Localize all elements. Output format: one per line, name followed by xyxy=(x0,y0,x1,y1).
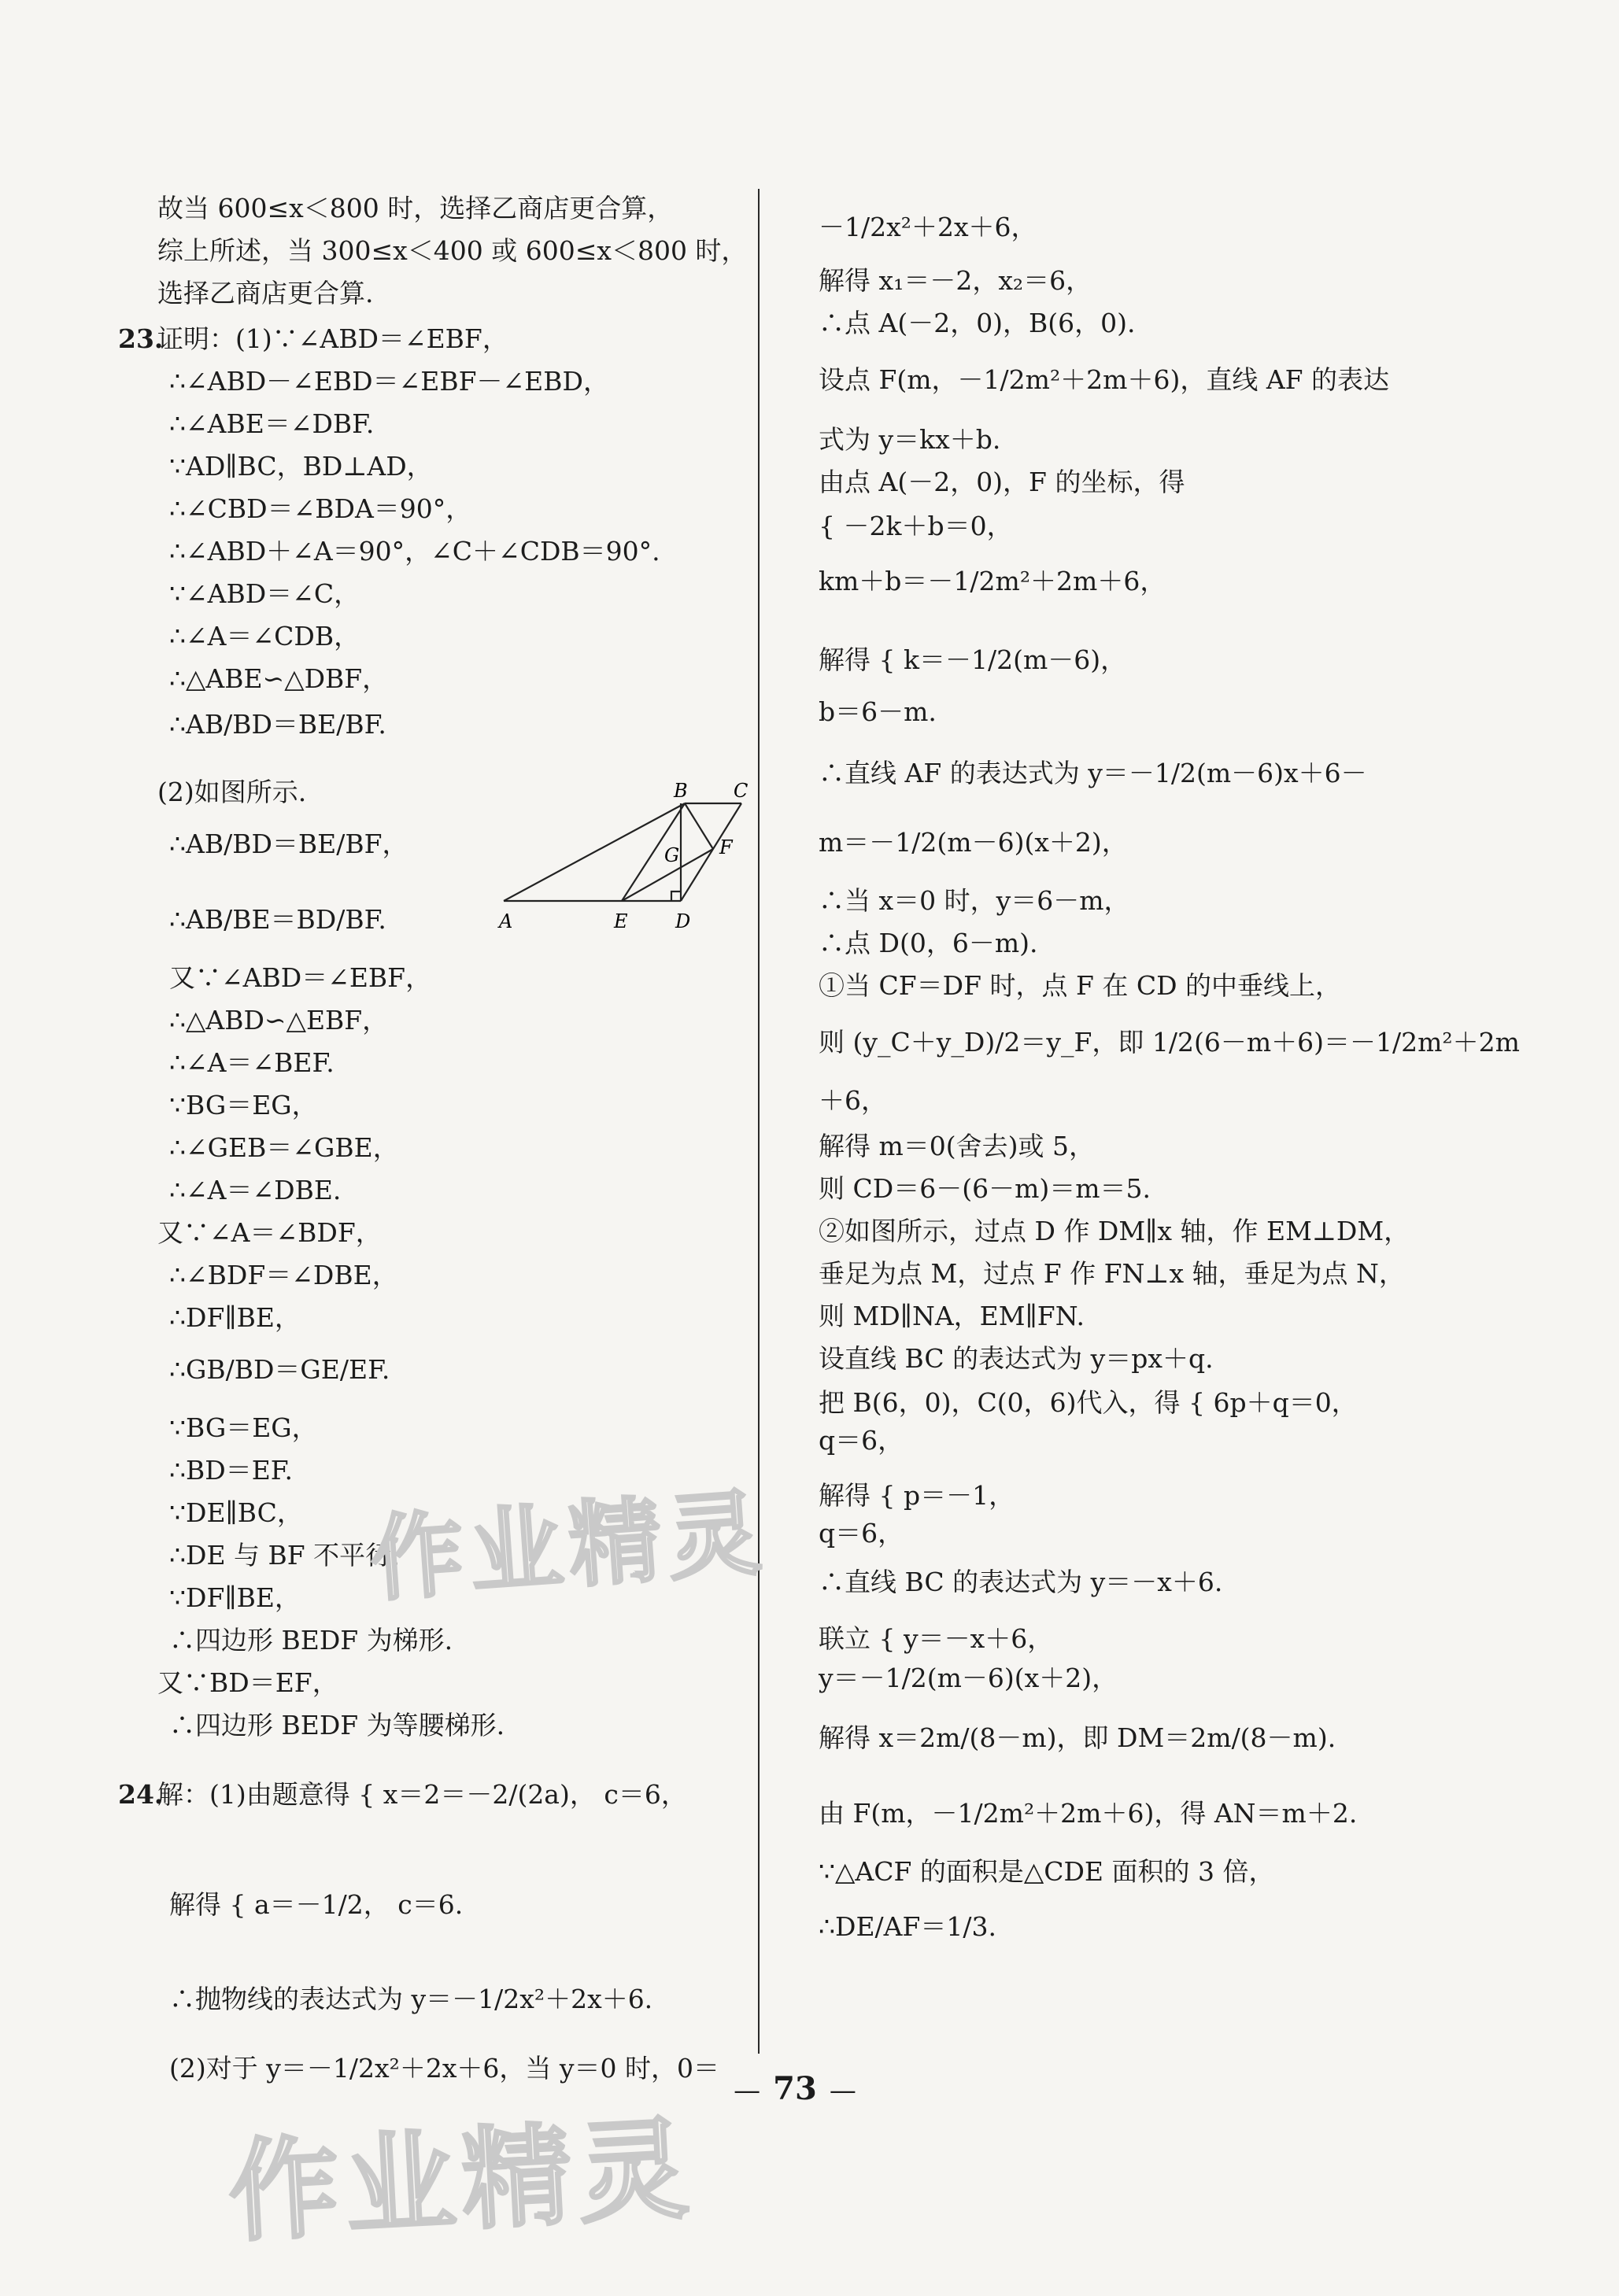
text-line: 解：(1)由题意得 { x＝2＝－2/(2a)， c＝6， xyxy=(157,1779,687,1810)
text-line: ∴AB/BE＝BD/BF. xyxy=(169,904,386,935)
text-line: ∵DF∥BE， xyxy=(169,1582,301,1613)
page-number-dash: — xyxy=(734,2075,761,2106)
vertex-label-A: A xyxy=(499,910,513,932)
text-line: ∴∠BDF＝∠DBE， xyxy=(169,1260,398,1290)
text-line: ∴抛物线的表达式为 y＝－1/2x²＋2x＋6. xyxy=(169,1984,653,2014)
text-line: 证明：(1)∵∠ABD＝∠EBF， xyxy=(157,323,508,354)
text-line: ∴AB/BD＝BE/BF. xyxy=(169,709,386,740)
text-line: ∴直线 BC 的表达式为 y＝－x＋6. xyxy=(819,1567,1223,1597)
text-line: ∵DE∥BC， xyxy=(169,1497,303,1528)
text-line: ＋6， xyxy=(819,1085,887,1116)
vertex-label-E: E xyxy=(614,910,628,932)
text-line: 则 CD＝6－(6－m)＝m＝5. xyxy=(819,1173,1151,1204)
text-line: ∴GB/BD＝GE/EF. xyxy=(169,1354,390,1385)
text-line: 设点 F(m，－1/2m²＋2m＋6)，直线 AF 的表达 xyxy=(819,364,1390,395)
text-line: ∴BD＝EF. xyxy=(169,1455,294,1486)
text-line: ∴当 x＝0 时，y＝6－m， xyxy=(819,885,1130,916)
text-line: ∵AD∥BC，BD⊥AD， xyxy=(169,451,433,482)
text-line: ∴△ABD∽△EBF， xyxy=(169,1005,389,1035)
column-divider xyxy=(758,189,760,2054)
text-line: ∴∠A＝∠BEF. xyxy=(169,1047,335,1078)
watermark-text: 作业精灵 xyxy=(225,2105,698,2258)
vertex-label-D: D xyxy=(675,910,691,932)
text-line: 把 B(6，0)，C(0，6)代入，得 { 6p＋q＝0， xyxy=(819,1387,1358,1418)
text-line: ∴四边形 BEDF 为梯形. xyxy=(169,1625,453,1656)
text-line: ∴点 D(0，6－m). xyxy=(819,928,1038,958)
text-line: ∴∠ABD－∠EBD＝∠EBF－∠EBD， xyxy=(169,366,609,397)
text-line: ∴∠CBD＝∠BDA＝90°， xyxy=(169,493,472,524)
text-line: ∴∠A＝∠DBE. xyxy=(169,1175,342,1205)
text-line: 又∵BD＝EF， xyxy=(157,1667,338,1698)
watermark-text: 作业精灵 xyxy=(367,1478,771,1615)
problem-number: 24. xyxy=(118,1779,164,1810)
text-line: ∴DF∥BE， xyxy=(169,1302,301,1333)
text-line: 设直线 BC 的表达式为 y＝px＋q. xyxy=(819,1343,1214,1374)
vertex-label-B: B xyxy=(674,780,688,802)
text-line: ∴直线 AF 的表达式为 y＝－1/2(m－6)x＋6－ xyxy=(819,758,1367,788)
text-line: ∴∠GEB＝∠GBE， xyxy=(169,1132,399,1163)
text-line: ∴∠ABD＋∠A＝90°，∠C＋∠CDB＝90°. xyxy=(169,536,660,567)
text-line: (2)如图所示. xyxy=(157,777,307,807)
problem-number: 23. xyxy=(118,323,164,354)
text-line: q＝6， xyxy=(819,1425,904,1456)
vertex-label-F: F xyxy=(719,836,733,858)
text-line: (2)对于 y＝－1/2x²＋2x＋6，当 y＝0 时，0＝ xyxy=(169,2053,720,2084)
text-line: y＝－1/2(m－6)(x＋2)， xyxy=(819,1663,1118,1693)
text-line: ②如图所示，过点 D 作 DM∥x 轴，作 EM⊥DM， xyxy=(819,1216,1410,1246)
text-line: { －2k＋b＝0， xyxy=(819,511,1013,541)
text-line: ∵∠ABD＝∠C， xyxy=(169,578,360,609)
text-line: b＝6－m. xyxy=(819,696,937,727)
text-line: ∵△ACF 的面积是△CDE 面积的 3 倍， xyxy=(819,1856,1275,1887)
text-line: 式为 y＝kx＋b. xyxy=(819,424,1001,455)
text-line: 由 F(m，－1/2m²＋2m＋6)，得 AN＝m＋2. xyxy=(819,1798,1358,1829)
text-line: ①当 CF＝DF 时，点 F 在 CD 的中垂线上， xyxy=(819,970,1342,1001)
text-line: 联立 { y＝－x＋6， xyxy=(819,1623,1054,1654)
text-line: ∴AB/BD＝BE/BF， xyxy=(169,829,408,859)
text-line: ∴四边形 BEDF 为等腰梯形. xyxy=(169,1710,505,1740)
text-line: 解得 m＝0(舍去)或 5， xyxy=(819,1131,1096,1161)
text-line: 故当 600≤x＜800 时，选择乙商店更合算， xyxy=(157,193,674,223)
text-line: 则 MD∥NA，EM∥FN. xyxy=(819,1301,1085,1331)
text-line: 又∵∠ABD＝∠EBF， xyxy=(169,962,432,993)
text-line: 解得 { k＝－1/2(m－6)， xyxy=(819,644,1127,675)
text-line: km＋b＝－1/2m²＋2m＋6， xyxy=(819,566,1166,596)
geometry-figure xyxy=(496,767,756,940)
page-number xyxy=(693,2069,897,2110)
vertex-label-C: C xyxy=(734,780,749,802)
text-line: q＝6， xyxy=(819,1518,904,1549)
text-line: 综上所述，当 300≤x＜400 或 600≤x＜800 时， xyxy=(157,235,748,266)
text-line: 解得 { p＝－1， xyxy=(819,1480,1015,1511)
text-line: ∴∠A＝∠CDB， xyxy=(169,621,360,652)
text-line: ∴△ABE∽△DBF， xyxy=(169,663,389,694)
text-line: 解得 x₁＝－2，x₂＝6， xyxy=(819,265,1092,296)
text-line: －1/2x²＋2x＋6， xyxy=(819,212,1037,242)
text-line: 解得 x＝2m/(8－m)，即 DM＝2m/(8－m). xyxy=(819,1722,1336,1753)
vertex-label-G: G xyxy=(664,844,680,866)
text-line: 解得 { a＝－1/2， c＝6. xyxy=(169,1889,464,1920)
text-line: 则 (y_C＋y_D)/2＝y_F，即 1/2(6－m＋6)＝－1/2m²＋2m xyxy=(819,1027,1520,1058)
text-line: ∴点 A(－2，0)，B(6，0). xyxy=(819,308,1136,338)
text-line: 垂足为点 M，过点 F 作 FN⊥x 轴，垂足为点 N， xyxy=(819,1258,1405,1289)
text-line: 又∵∠A＝∠BDF， xyxy=(157,1217,382,1248)
text-line: 选择乙商店更合算. xyxy=(157,278,374,308)
text-line: ∴DE/AF＝1/3. xyxy=(819,1911,996,1942)
text-line: 由点 A(－2，0)，F 的坐标，得 xyxy=(819,467,1185,497)
text-line: ∵BG＝EG， xyxy=(169,1090,318,1120)
text-line: ∵BG＝EG， xyxy=(169,1412,318,1443)
page-number-value: 73 xyxy=(773,2070,817,2107)
page-number-dash: — xyxy=(829,2075,856,2106)
text-line: ∴DE 与 BF 不平行， xyxy=(169,1540,418,1571)
text-line: ∴∠ABE＝∠DBF. xyxy=(169,408,375,439)
text-line: m＝－1/2(m－6)(x＋2)， xyxy=(819,827,1128,858)
